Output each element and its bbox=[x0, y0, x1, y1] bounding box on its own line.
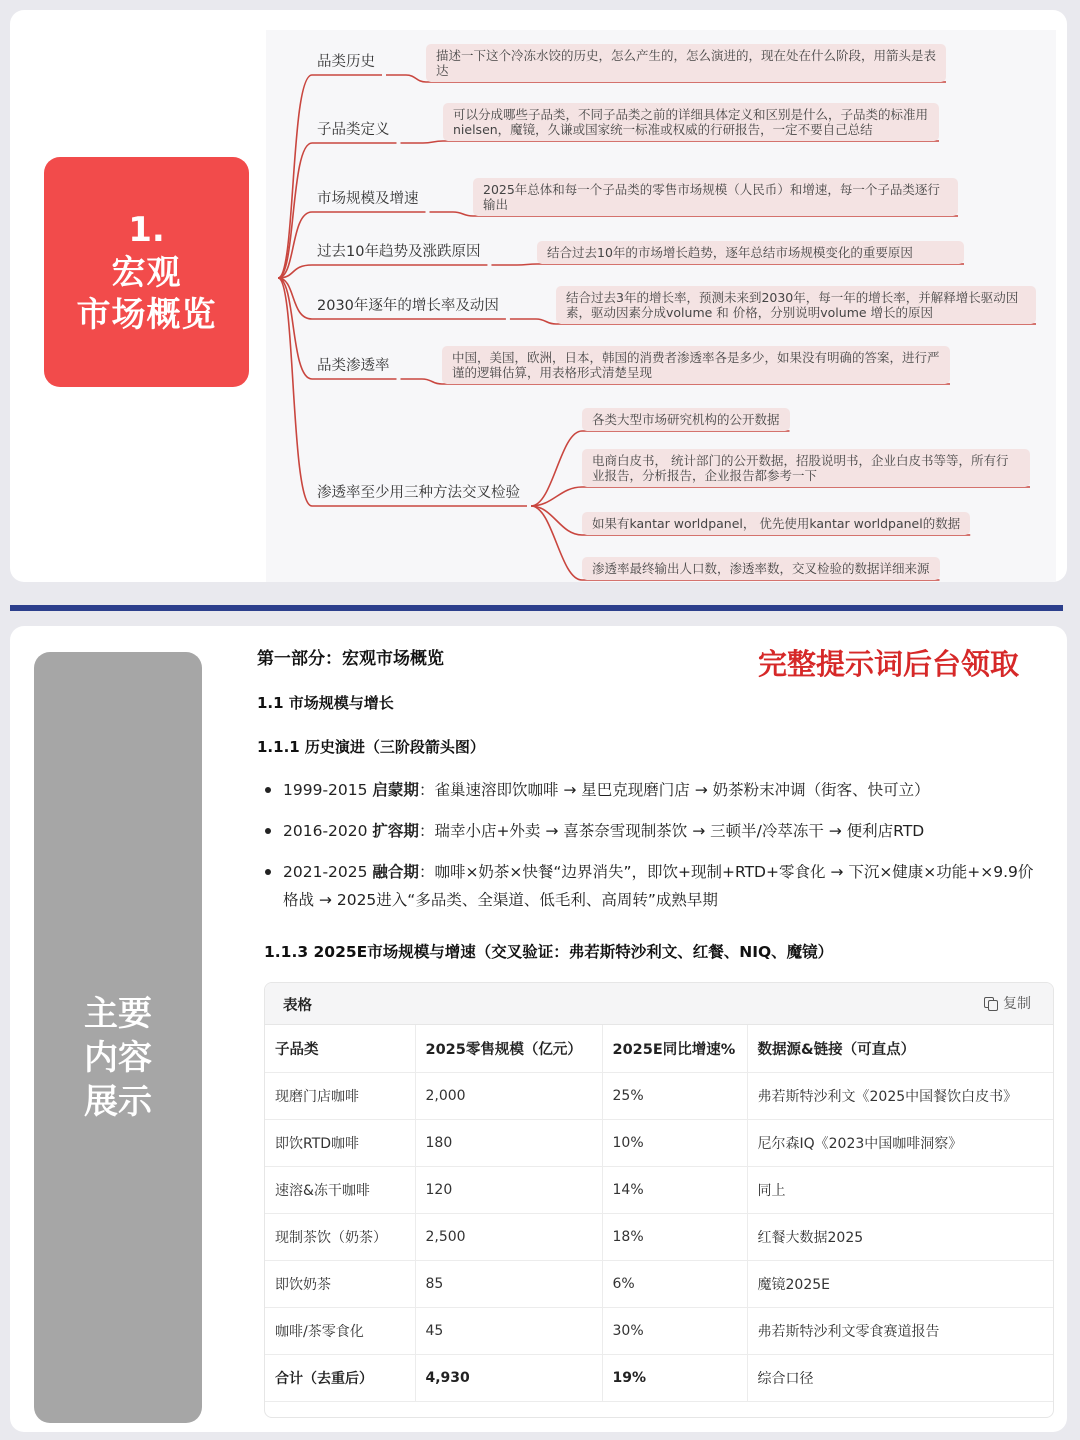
bullet-item bbox=[265, 776, 1045, 804]
table-cell: 综合口径 bbox=[747, 1354, 1053, 1401]
table-cell: 现磨门店咖啡 bbox=[265, 1072, 415, 1119]
table-cell: 19% bbox=[602, 1354, 747, 1401]
heading-1-1-1: 1.1.1 历史演进（三阶段箭头图） bbox=[257, 738, 485, 756]
table-cell: 红餐大数据2025 bbox=[747, 1213, 1053, 1260]
section-title-line2: 市场概览 bbox=[76, 295, 217, 335]
table-cell: 弗若斯特沙利文零食赛道报告 bbox=[747, 1307, 1053, 1354]
mindmap bbox=[266, 30, 1056, 582]
table-cell: 45 bbox=[415, 1307, 602, 1354]
mindmap-note-2030-growth: 结合过去3年的增长率，预测未来到2030年，每一年的增长率，并解释增长驱动因素，驱动因素分成volume 和 价格，分别说明volume 增长的原因 bbox=[556, 286, 1036, 324]
table-cell: 合计（去重后） bbox=[265, 1354, 415, 1401]
copy-label: 复制 bbox=[1003, 996, 1031, 1012]
copy-button[interactable] bbox=[984, 993, 1031, 1013]
table-header-bar bbox=[265, 983, 1053, 1025]
bullet-period: 2016-2020 bbox=[283, 822, 373, 840]
section-title-line1: 宏观 bbox=[111, 253, 182, 293]
mindmap-node-10yr-trend: 过去10年趋势及涨跌原因 bbox=[317, 244, 481, 260]
table-cell: 6% bbox=[602, 1260, 747, 1307]
section-title-box bbox=[44, 157, 249, 387]
bullet-period: 2021-2025 bbox=[283, 863, 373, 881]
table-cell: 速溶&冻干咖啡 bbox=[265, 1166, 415, 1213]
table-cell: 10% bbox=[602, 1119, 747, 1166]
heading-1-1: 1.1 市场规模与增长 bbox=[257, 694, 394, 712]
content-card bbox=[10, 626, 1067, 1432]
mindmap-note-10yr-trend: 结合过去10年的市场增长趋势，逐年总结市场规模变化的重要原因 bbox=[537, 241, 964, 264]
mindmap-connector bbox=[278, 212, 312, 278]
mindmap-node-2030-growth: 2030年逐年的增长率及动因 bbox=[317, 298, 499, 314]
mindmap-note-subcategory: 可以分成哪些子品类，不同子品类之前的详细具体定义和区别是什么，子品类的标准用nielsen，魔镜，久谦或国家统一标准或权威的行研报告，一定不要自己总结 bbox=[443, 103, 939, 141]
mindmap-connector bbox=[531, 506, 582, 580]
table-cell: 18% bbox=[602, 1213, 747, 1260]
table-row bbox=[265, 1307, 1053, 1354]
mindmap-note-cross-check-4: 渗透率最终输出人口数，渗透率数，交叉检验的数据详细来源 bbox=[582, 557, 940, 580]
bullet-phase: 扩容期 bbox=[372, 822, 419, 840]
bullet-text: ：雀巢速溶即饮咖啡 → 星巴克现磨门店 → 奶茶粉末冲调（街客、快可立） bbox=[418, 781, 930, 799]
table-cell: 即饮RTD咖啡 bbox=[265, 1119, 415, 1166]
mindmap-note-penetration: 中国，美国，欧洲，日本，韩国的消费者渗透率各是多少，如果没有明确的答案，进行严谨的逻辑估算，用表格形式清楚呈现 bbox=[442, 346, 950, 384]
mindmap-connector bbox=[531, 431, 582, 506]
table-cell: 25% bbox=[602, 1072, 747, 1119]
table-row bbox=[265, 1119, 1053, 1166]
table-header-row bbox=[265, 1025, 1053, 1072]
mindmap-node-market-size: 市场规模及增速 bbox=[317, 191, 419, 207]
mindmap-note-history: 描述一下这个冷冻水饺的历史，怎么产生的，怎么演进的，现在处在什么阶段，用箭头是表达 bbox=[426, 44, 946, 82]
table-header-cell: 子品类 bbox=[265, 1025, 415, 1072]
table-row bbox=[265, 1072, 1053, 1119]
table-row bbox=[265, 1213, 1053, 1260]
part-heading: 第一部分：宏观市场概览 bbox=[257, 649, 444, 669]
market-size-table-card bbox=[264, 982, 1054, 1418]
bullet-phase: 启蒙期 bbox=[372, 781, 419, 799]
table-label: 表格 bbox=[283, 998, 312, 1014]
table-cell: 弗若斯特沙利文《2025中国餐饮白皮书》 bbox=[747, 1072, 1053, 1119]
bullet-item bbox=[265, 858, 1045, 914]
bullet-text: ：咖啡×奶茶×快餐“边界消失”，即饮+现制+RTD+零食化 → 下沉×健康×功能+×9.9价格战 → 2025进入“多品类、全渠道、低毛利、高周转”成熟早期 bbox=[283, 863, 1034, 909]
mindmap-connector bbox=[278, 278, 312, 506]
table-cell: 120 bbox=[415, 1166, 602, 1213]
table-total-row bbox=[265, 1354, 1053, 1401]
side-title-box bbox=[34, 652, 202, 1423]
table-cell: 14% bbox=[602, 1166, 747, 1213]
mindmap-connector bbox=[430, 212, 474, 216]
table-row bbox=[265, 1260, 1053, 1307]
mindmap-connector bbox=[401, 379, 443, 384]
promo-text: 完整提示词后台领取 bbox=[758, 647, 1020, 681]
mindmap-note-cross-check-2: 电商白皮书， 统计部门的公开数据，招股说明书，企业白皮书等等，所有行业报告，分析报告，企业报告都参考一下 bbox=[582, 449, 1030, 487]
mindmap-node-cross-check: 渗透率至少用三种方法交叉检验 bbox=[317, 485, 520, 501]
heading-1-1-3: 1.1.3 2025E市场规模与增速（交叉验证：弗若斯特沙利文、红餐、NIQ、魔镜） bbox=[264, 943, 834, 961]
table-cell: 现制茶饮（奶茶） bbox=[265, 1213, 415, 1260]
table-cell: 85 bbox=[415, 1260, 602, 1307]
mindmap-connector bbox=[531, 506, 582, 535]
table-row bbox=[265, 1166, 1053, 1213]
side-title-line3: 展示 bbox=[84, 1081, 152, 1122]
mindmap-connector bbox=[510, 319, 556, 324]
mindmap-note-cross-check-3: 如果有kantar worldpanel， 优先使用kantar worldpanel的数据 bbox=[582, 512, 970, 535]
copy-icon bbox=[984, 997, 997, 1010]
mindmap-connector bbox=[386, 75, 426, 82]
bullet-item bbox=[265, 817, 1045, 845]
bullet-period: 1999-2015 bbox=[283, 781, 373, 799]
table-cell: 魔镜2025E bbox=[747, 1260, 1053, 1307]
mindmap-connector bbox=[401, 141, 444, 143]
mindmap-connector bbox=[278, 278, 312, 379]
table-cell: 即饮奶茶 bbox=[265, 1260, 415, 1307]
mindmap-node-history: 品类历史 bbox=[317, 54, 375, 70]
table-cell: 30% bbox=[602, 1307, 747, 1354]
mindmap-connector bbox=[278, 75, 312, 278]
side-title-line2: 内容 bbox=[84, 1037, 152, 1078]
mindmap-note-market-size: 2025年总体和每一个子品类的零售市场规模（人民币）和增速，每一个子品类逐行输出 bbox=[473, 178, 958, 216]
table-header-cell: 2025零售规模（亿元） bbox=[415, 1025, 602, 1072]
mindmap-card bbox=[10, 10, 1067, 582]
table-cell: 同上 bbox=[747, 1166, 1053, 1213]
section-number: 1. bbox=[128, 210, 165, 250]
history-bullets bbox=[265, 776, 1045, 927]
mindmap-node-subcategory: 子品类定义 bbox=[317, 122, 390, 138]
table-cell: 180 bbox=[415, 1119, 602, 1166]
table-cell: 2,500 bbox=[415, 1213, 602, 1260]
mindmap-connector bbox=[491, 264, 537, 265]
mindmap-note-cross-check-1: 各类大型市场研究机构的公开数据 bbox=[582, 408, 790, 431]
table-header-cell: 数据源&链接（可直点） bbox=[747, 1025, 1053, 1072]
table-cell: 尼尔森IQ《2023中国咖啡洞察》 bbox=[747, 1119, 1053, 1166]
market-size-table bbox=[265, 1025, 1053, 1402]
mindmap-node-penetration: 品类渗透率 bbox=[317, 358, 390, 374]
side-title-line1: 主要 bbox=[84, 993, 152, 1034]
table-cell: 2,000 bbox=[415, 1072, 602, 1119]
bullet-text: ：瑞幸小店+外卖 → 喜茶奈雪现制茶饮 → 三顿半/冷萃冻干 → 便利店RTD bbox=[418, 822, 925, 840]
section-divider bbox=[10, 605, 1063, 611]
table-header-cell: 2025E同比增速% bbox=[602, 1025, 747, 1072]
table-cell: 4,930 bbox=[415, 1354, 602, 1401]
table-cell: 咖啡/茶零食化 bbox=[265, 1307, 415, 1354]
bullet-phase: 融合期 bbox=[372, 863, 419, 881]
